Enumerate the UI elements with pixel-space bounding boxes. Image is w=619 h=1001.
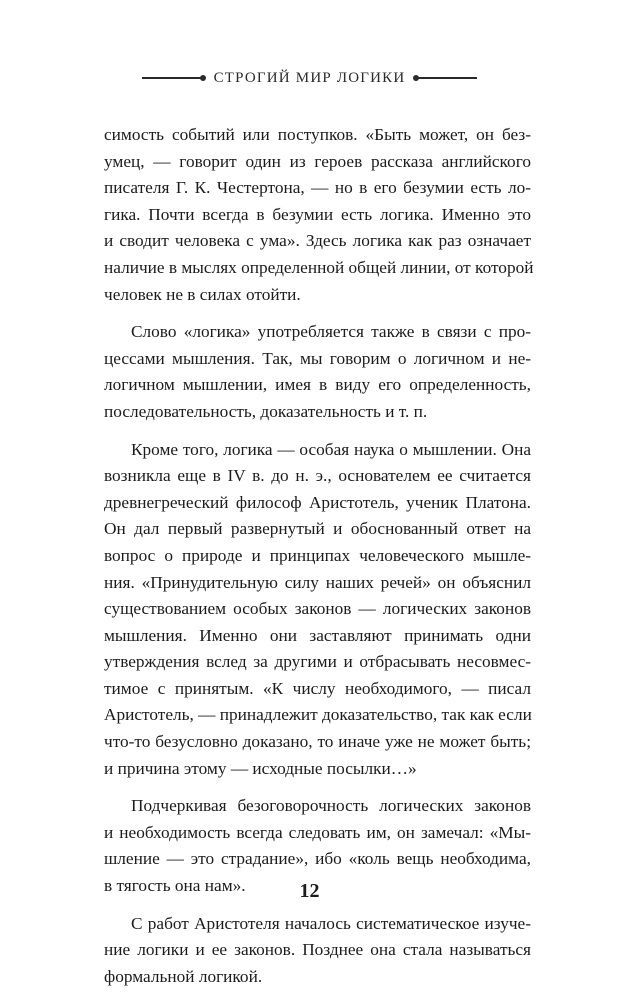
text-line: вопрос о природе и принципах человеческого мышле- [104,545,531,565]
text-line: ния. «Принудительную силу наших речей» он объяснил [104,572,531,592]
text-line: Кроме того, логика — особая наука о мышлении. Она [131,439,531,459]
text-line: тимое с принятым. «К числу необходимого, — писал [104,678,531,698]
body-text [104,122,534,1001]
text-line: и необходимость всегда следовать им, он замечал: «Мы- [104,822,531,842]
text-line: и сводит человека с ума». Здесь логика как раз означает [104,231,531,251]
paragraph [104,437,531,783]
text-line: Аристотель, — принадлежит доказательство, так как если [104,705,532,725]
text-line: С работ Аристотеля началось систематическое изуче- [131,913,531,933]
paragraph [104,122,534,308]
text-line: умец, — говорит один из героев рассказа английского [104,151,531,171]
text-line: последовательность, доказательность и т. п. [104,401,428,421]
text-line: мышления. Именно они заставляют принимать одни [104,625,531,645]
text-line: логичном мышлении, имея в виду его определенность, [104,375,531,395]
paragraph [104,319,531,425]
text-line: шление — это страдание», ибо «коль вещь необходима, [104,849,531,869]
running-head-ornament-left [142,77,204,79]
text-line: гика. Почти всегда в безумии есть логика. Именно это [104,204,531,224]
text-line: в тягость она нам». [104,876,246,896]
running-head-ornament-right [415,77,477,79]
text-line: Слово «логика» употребляется также в связи с про- [131,322,531,342]
text-line: ние логики и ее законов. Позднее она стала называться [104,940,531,960]
text-line: возникла еще в IV в. до н. э., основателем ее считается [104,466,531,486]
running-head-title: СТРОГИЙ МИР ЛОГИКИ [213,69,406,86]
paragraph [104,911,531,991]
text-line: формальной логикой. [104,966,263,986]
text-line: симость событий или поступков. «Быть может, он без- [104,125,531,144]
text-line: что-то безусловно доказано, то иначе уже не может быть; [104,732,531,752]
text-line: наличие в мыслях определенной общей линии, от которой [104,257,534,277]
text-line: Он дал первый развернутый и обоснованный ответ на [104,519,531,539]
text-line: писателя Г. К. Честертона, — но в его безумии есть ло- [104,178,531,198]
text-line: существованием особых законов — логических законов [104,599,531,619]
running-head [0,66,619,90]
text-line: и причина этому — исходные посылки…» [104,758,417,778]
text-line: древнегреческий философ Аристотель, ученик Платона. [104,492,531,512]
text-line: человек не в силах отойти. [104,284,301,304]
page-number: 12 [299,880,320,902]
text-line: Подчеркивая безоговорочность логических законов [131,796,531,816]
text-line: утверждения вслед за другими и отбрасывать несовмес- [104,652,531,672]
text-line: цессами мышления. Так, мы говорим о логичном и не- [104,348,531,368]
